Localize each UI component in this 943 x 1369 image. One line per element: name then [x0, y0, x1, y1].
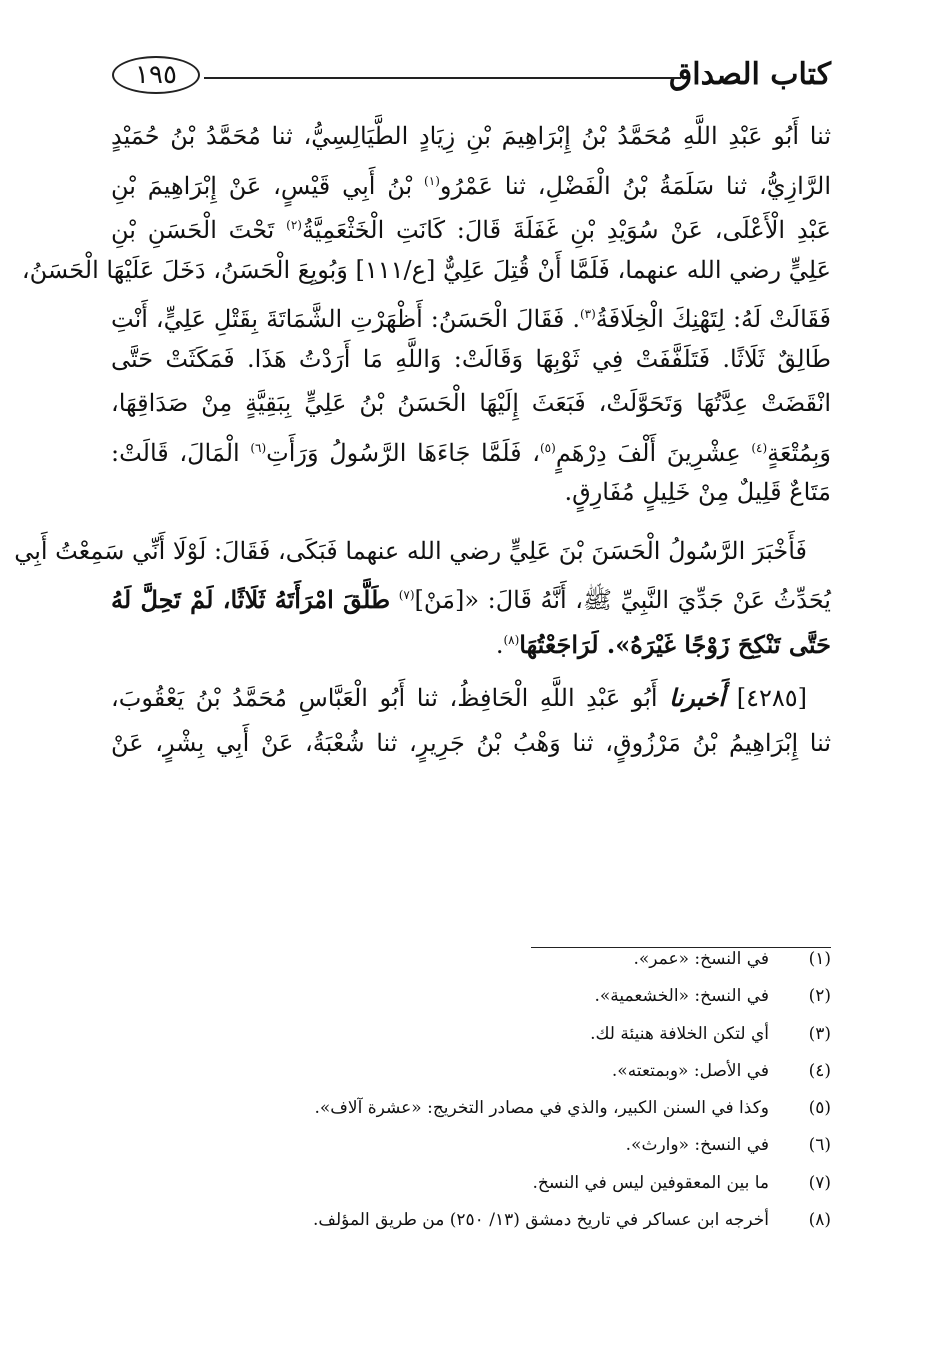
- footnote-number: (٣): [808, 1023, 831, 1044]
- text-line: فَأَخْبَرَ الرَّسُولُ الْحَسَنَ بْنَ عَلِيٍّ رضي الله عنهما فَبَكَى، فَقَالَ: لَوْلَا أَنِّي سَمِعْتُ أَبِي: [14, 536, 807, 565]
- text-line: حَتَّى تَنْكِحَ زَوْجًا غَيْرَهُ». لَرَاجَعْتُهَا$^{(٨)}$.: [495, 629, 831, 659]
- footnotes: [111, 945, 831, 1243]
- book-title: كتاب الصداق: [668, 57, 831, 92]
- footnote-ref[interactable]: (٥): [539, 440, 556, 455]
- footnote-text: ما بين المعقوفين ليس في النسخ.: [532, 1172, 769, 1193]
- text-line: ثنا إِبْرَاهِيمُ بْنُ مَرْزُوقٍ، ثنا وَهْبُ بْنُ جَرِيرٍ، ثنا شُعْبَةُ، عَنْ أَبِي بِشْرٍ، عَنْ: [111, 728, 831, 757]
- main-text: [14, 116, 831, 767]
- hadith-text: حَتَّى تَنْكِحَ زَوْجًا غَيْرَهُ». لَرَاجَعْتُهَا: [519, 629, 831, 659]
- footnote: [111, 1020, 831, 1057]
- footnote: [111, 1094, 831, 1131]
- header-rule: [204, 77, 681, 79]
- footnote-number: (٨): [808, 1210, 831, 1231]
- footnote-number: (٤): [808, 1060, 831, 1081]
- footnote: [111, 1057, 831, 1094]
- footnote-text: أي لتكن الخلافة هنيئة لك.: [590, 1023, 769, 1044]
- text-line: الرَّازِيُّ، ثنا سَلَمَةُ بْنُ الْفَضْلِ، ثنا عَمْرُو$^{(١)}$ بْنُ أَبِي قَيْسٍ، عَنْ إِبْرَاهِيمَ بْنِ: [111, 171, 831, 200]
- footnote: [111, 1169, 831, 1206]
- hadith-number: [٤٢٨٥]: [736, 684, 807, 712]
- text-line: مَتَاعٌ قَلِيلٌ مِنْ خَلِيلٍ مُفَارِقٍ.: [564, 478, 831, 506]
- footnote-text: وكذا في السنن الكبير، والذي في مصادر التخريج: «عشرة آلاف».: [314, 1098, 769, 1119]
- footnote-ref[interactable]: (٣): [579, 307, 596, 321]
- footnote: [111, 1206, 831, 1243]
- footnote-text: في النسخ: «وارث».: [625, 1135, 769, 1156]
- footnote: [111, 982, 831, 1019]
- footnote-text: في النسخ: «الخشعمية».: [594, 986, 769, 1007]
- footnote-text: في النسخ: «عمر».: [633, 949, 769, 969]
- footnote-text: في الأصل: «وبمتعته».: [611, 1060, 769, 1081]
- text-line: ثنا أَبُو عَبْدِ اللَّهِ مُحَمَّدُ بْنُ إِبْرَاهِيمَ بْنِ زِيَادٍ الطَّيَالِسِيُّ، ثنا مُحَمَّدُ بْنُ حُمَيْدٍ: [111, 122, 831, 150]
- footnote-ref[interactable]: (٦): [250, 440, 267, 455]
- footnote-text: أخرجه ابن عساكر في تاريخ دمشق (١٣/ ٢٥٠) من طريق المؤلف.: [312, 1210, 769, 1231]
- footnote-number: (٧): [808, 1172, 831, 1193]
- lead-word: أَخبرنا: [669, 683, 726, 712]
- footnote-ref[interactable]: (١): [424, 173, 440, 188]
- footnote-ref[interactable]: (٨): [503, 632, 520, 647]
- text-line: فَقَالَتْ لَهُ: لِتَهْنِكَ الْخِلَافَةُ$^{(٣)}$. فَقَالَ الْحَسَنُ: أَظْهَرْتِ الشَّمَاتَةَ بِقَتْلِ عَلِيٍّ، أَنْتِ: [111, 305, 831, 333]
- text-line: يُحَدِّثُ عَنْ جَدِّيَ النَّبِيِّ ﷺ، أَنَّهُ قَالَ: «[مَنْ]$^{(٧)}$ طَلَّقَ امْرَأَتَهُ ثَلَاثًا، لَمْ تَحِلَّ لَهُ: [111, 585, 831, 614]
- text-line: [٤٢٨٥] أَخبرنا أَبُو عَبْدِ اللَّهِ الْحَافِظُ، ثنا أَبُو الْعَبَّاسِ مُحَمَّدُ بْنُ يَعْقُوبَ،: [111, 683, 807, 712]
- page-number: ١٩٥: [112, 56, 200, 94]
- paragraph-gap: [111, 517, 831, 531]
- footnote-number: (٢): [808, 986, 831, 1007]
- text-line: طَالِقٌ ثَلَاثًا. فَتَلَفَّفَتْ فِي ثَوْبِهَا وَقَالَتْ: وَاللَّهِ مَا أَرَدْتُ هَذَا. فَمَكَثَتْ حَتَّى: [111, 344, 831, 373]
- paragraph-gap: [111, 664, 831, 678]
- text-line: عَبْدِ الْأَعْلَى، عَنْ سُوَيْدِ بْنِ غَفَلَةَ قَالَ: كَانَتِ الْخَثْعَمِيَّةُ$^{(٢)}$ تَحْتَ الْحَسَنِ بْنِ: [111, 216, 831, 244]
- hadith-text: طَلَّقَ امْرَأَتَهُ ثَلَاثًا، لَمْ تَحِلَّ لَهُ: [111, 585, 391, 614]
- footnote-ref[interactable]: (٢): [286, 218, 302, 232]
- text-line: وَبِمُتْعَةٍ$^{(٤)}$ عِشْرِينَ أَلْفَ دِرْهَمٍ$^{(٥)}$، فَلَمَّا جَاءَهَا الرَّسُولُ وَرَأَتِ$^{(٦)}$ الْمَالَ، قَالَتْ:: [111, 438, 831, 467]
- footnote-number: (٦): [808, 1135, 831, 1156]
- footnote: [111, 1131, 831, 1168]
- page-header: [112, 52, 831, 112]
- footnote-number: (١): [808, 949, 831, 969]
- text-line: انْقَضَتْ عِدَّتُهَا وَتَحَوَّلَتْ، فَبَعَثَ إِلَيْهَا الْحَسَنُ بْنُ عَلِيٍّ بِبَقِيَّةٍ مِنْ صَدَاقِهَا،: [111, 389, 831, 417]
- footnote: [111, 945, 831, 982]
- footnote-ref[interactable]: (٧): [398, 588, 415, 602]
- text-line: عَلِيٍّ رضي الله عنهما، فَلَمَّا أَنْ قُتِلَ عَلِيٌّ [ع/١١١] وَبُويِعَ الْحَسَنُ، دَخَلَ عَلَيْهَا الْحَسَنُ،: [21, 255, 831, 284]
- footnote-ref[interactable]: (٤): [751, 440, 768, 455]
- footnote-number: (٥): [808, 1098, 831, 1119]
